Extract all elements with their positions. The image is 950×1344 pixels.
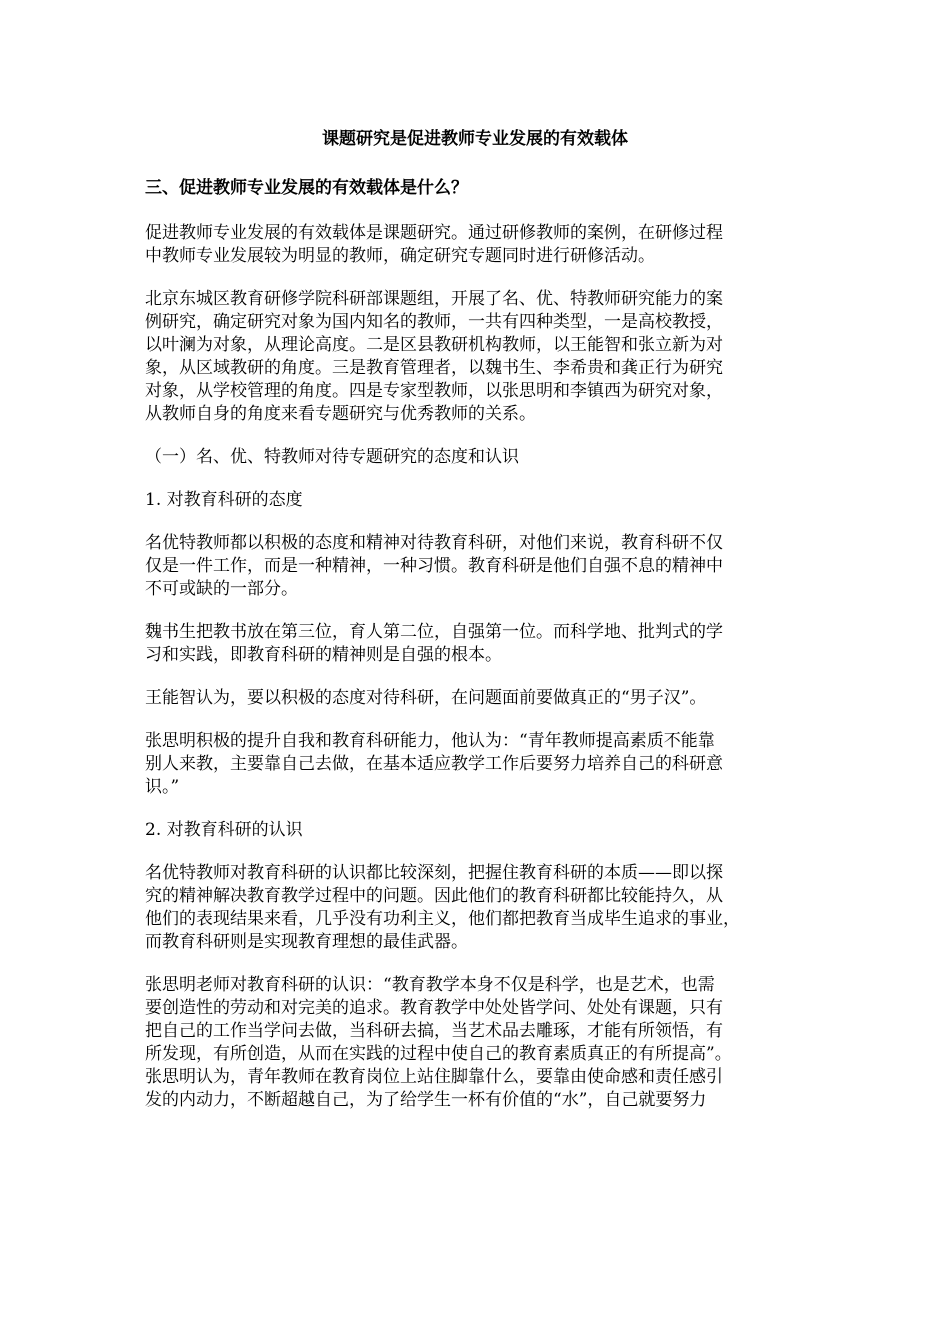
- paragraph-line: 1. 对教育科研的态度: [145, 490, 303, 510]
- paragraph-line: 张思明认为，青年教师在教育岗位上站住脚靠什么，要靠由使命感和责任感引: [145, 1067, 723, 1087]
- paragraph-line: 别人来教，主要靠自己去做，在基本适应教学工作后要努力培养自己的科研意: [145, 754, 723, 774]
- paragraph-line: 发的内动力，不断超越自己，为了给学生一杯有价值的“水”，自己就要努力: [145, 1090, 707, 1110]
- paragraph-line: 王能智认为，要以积极的态度对待科研，在问题面前要做真正的“男子汉”。: [145, 688, 707, 708]
- paragraph-line: 识。”: [145, 777, 180, 797]
- paragraph-line: 中教师专业发展较为明显的教师，确定研究专题同时进行研修活动。: [145, 246, 655, 266]
- paragraph: [145, 446, 805, 469]
- paragraph-line: 不可或缺的一部分。: [145, 579, 298, 599]
- paragraph-line: 而教育科研则是实现教育理想的最佳武器。: [145, 932, 468, 952]
- paragraph-line: （一）名、优、特教师对待专题研究的态度和认识: [145, 447, 519, 467]
- paragraph-line: 象，从区域教研的角度。三是教育管理者，以魏书生、李希贵和龚正行为研究: [145, 358, 723, 378]
- paragraph-list: [145, 222, 805, 1112]
- paragraph-line: 名优特教师都以积极的态度和精神对待教育科研，对他们来说，教育科研不仅: [145, 533, 723, 553]
- paragraph: [145, 532, 805, 601]
- paragraph-line: 仅是一件工作，而是一种精神，一种习惯。教育科研是他们自强不息的精神中: [145, 556, 723, 576]
- paragraph: [145, 288, 805, 426]
- paragraph-line: 对象，从学校管理的角度。四是专家型教师，以张思明和李镇西为研究对象，: [145, 381, 723, 401]
- paragraph-line: 张思明积极的提升自我和教育科研能力，他认为：“青年教师提高素质不能靠: [145, 731, 715, 751]
- paragraph-line: 他们的表现结果来看，几乎没有功利主义，他们都把教育当成毕生追求的事业，: [145, 909, 740, 929]
- paragraph: [145, 687, 805, 710]
- paragraph-line: 所发现，有所创造，从而在实践的过程中使自己的教育素质真正的有所提高”。: [145, 1044, 732, 1064]
- document-body: [145, 126, 805, 1112]
- paragraph-line: 要创造性的劳动和对完美的追求。教育教学中处处皆学问、处处有课题，只有: [145, 998, 723, 1018]
- paragraph: [145, 862, 805, 954]
- paragraph: [145, 222, 805, 268]
- paragraph-line: 促进教师专业发展的有效载体是课题研究。通过研修教师的案例，在研修过程: [145, 223, 723, 243]
- paragraph: [145, 489, 805, 512]
- paragraph: [145, 730, 805, 799]
- paragraph-line: 以叶澜为对象，从理论高度。二是区县教研机构教师，以王能智和张立新为对: [145, 335, 723, 355]
- document-title: 课题研究是促进教师专业发展的有效载体: [322, 129, 628, 149]
- paragraph: [145, 819, 805, 842]
- section-heading: 三、促进教师专业发展的有效载体是什么？: [145, 178, 468, 198]
- paragraph-line: 例研究，确定研究对象为国内知名的教师，一共有四种类型，一是高校教授，: [145, 312, 723, 332]
- paragraph-line: 习和实践，即教育科研的精神则是自强的根本。: [145, 645, 502, 665]
- paragraph-line: 魏书生把教书放在第三位，育人第二位，自强第一位。而科学地、批判式的学: [145, 622, 723, 642]
- paragraph-line: 2. 对教育科研的认识: [145, 820, 303, 840]
- paragraph-line: 北京东城区教育研修学院科研部课题组，开展了名、优、特教师研究能力的案: [145, 289, 723, 309]
- paragraph-line: 张思明老师对教育科研的认识：“教育教学本身不仅是科学，也是艺术，也需: [145, 975, 715, 995]
- paragraph-line: 名优特教师对教育科研的认识都比较深刻，把握住教育科研的本质——即以探: [145, 863, 723, 883]
- paragraph: [145, 621, 805, 667]
- paragraph-line: 从教师自身的角度来看专题研究与优秀教师的关系。: [145, 404, 536, 424]
- paragraph-line: 把自己的工作当学问去做，当科研去搞，当艺术品去雕琢，才能有所领悟，有: [145, 1021, 723, 1041]
- paragraph-line: 究的精神解决教育教学过程中的问题。因此他们的教育科研都比较能持久，从: [145, 886, 723, 906]
- paragraph: [145, 974, 805, 1112]
